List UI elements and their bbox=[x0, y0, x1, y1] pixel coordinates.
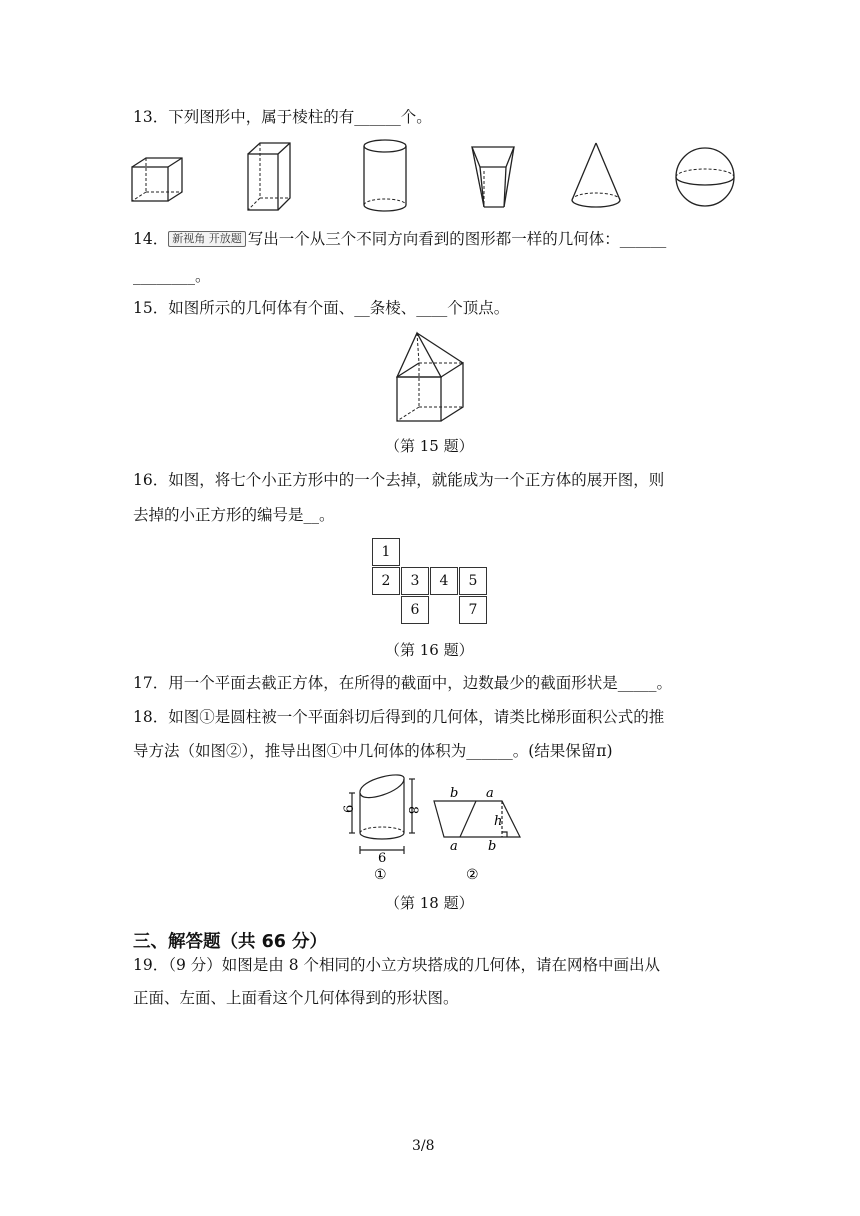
q15-text: 15．如图所示的几何体有个面、__条棱、____个顶点。 bbox=[133, 299, 510, 317]
q17-text: 17．用一个平面去截正方体，在所得的截面中，边数最少的截面形状是_____。 bbox=[133, 674, 672, 692]
figure-2-label: ② bbox=[466, 867, 479, 883]
q14-text: 写出一个从三个不同方向看到的图形都一样的几何体：______ bbox=[247, 230, 667, 248]
q14-line: 14． 新视角 开放题 写出一个从三个不同方向看到的图形都一样的几何体：______ bbox=[133, 230, 667, 248]
net-cell: 2 bbox=[372, 567, 400, 595]
slanted-cylinder-figure bbox=[340, 773, 430, 881]
net-cell: 3 bbox=[401, 567, 429, 595]
q16-caption: （第 16 题） bbox=[385, 641, 474, 659]
q19-line1: 19．（9 分）如图是由 8 个相同的小立方块搭成的几何体，请在网格中画出从 bbox=[133, 956, 660, 974]
trap-height-label: h bbox=[494, 814, 503, 829]
net-grid bbox=[372, 538, 492, 626]
cylinder-figure bbox=[360, 137, 410, 215]
figure-1-label: ① bbox=[374, 867, 387, 883]
trap-top-right-label: a bbox=[486, 786, 494, 801]
q15-caption: （第 15 题） bbox=[385, 437, 474, 455]
net-cell: 5 bbox=[459, 567, 487, 595]
cube-figure bbox=[128, 155, 188, 205]
rectangular-prism-figure bbox=[244, 140, 296, 212]
right-height-label: 8 bbox=[405, 806, 420, 815]
q14-continuation: ________。 bbox=[133, 267, 211, 285]
trapezoid-figure bbox=[430, 785, 530, 881]
frustum-prism-figure bbox=[470, 143, 518, 211]
q19-line2: 正面、左面、上面看这个几何体得到的形状图。 bbox=[133, 989, 459, 1007]
q18-caption: （第 18 题） bbox=[385, 894, 474, 912]
page-number: 3/8 bbox=[412, 1138, 435, 1154]
net-cell: 1 bbox=[372, 538, 400, 566]
q18-line1: 18．如图①是圆柱被一个平面斜切后得到的几何体，请类比梯形面积公式的推 bbox=[133, 708, 665, 726]
q16-line2: 去掉的小正方形的编号是__。 bbox=[133, 506, 335, 524]
q18-line2: 导方法（如图②），推导出图①中几何体的体积为______。(结果保留π) bbox=[133, 742, 613, 760]
sphere-figure bbox=[673, 145, 737, 209]
trap-bottom-left-label: a bbox=[450, 839, 458, 854]
left-height-label: 6 bbox=[342, 804, 357, 813]
net-cell: 7 bbox=[459, 596, 487, 624]
section-title: 三、解答题（共 66 分） bbox=[133, 932, 328, 952]
trap-top-left-label: b bbox=[450, 786, 459, 801]
q13-text: 13．下列图形中，属于棱柱的有______个。 bbox=[133, 108, 432, 126]
q16-line1: 16．如图，将七个小正方形中的一个去掉，就能成为一个正方体的展开图，则 bbox=[133, 471, 665, 489]
net-cell: 6 bbox=[401, 596, 429, 624]
house-solid-figure bbox=[393, 329, 469, 425]
diameter-label: 6 bbox=[378, 851, 387, 866]
trap-bottom-right-label: b bbox=[488, 839, 497, 854]
cone-figure bbox=[568, 140, 624, 212]
q14-tag: 新视角 开放题 bbox=[168, 231, 246, 247]
net-cell: 4 bbox=[430, 567, 458, 595]
